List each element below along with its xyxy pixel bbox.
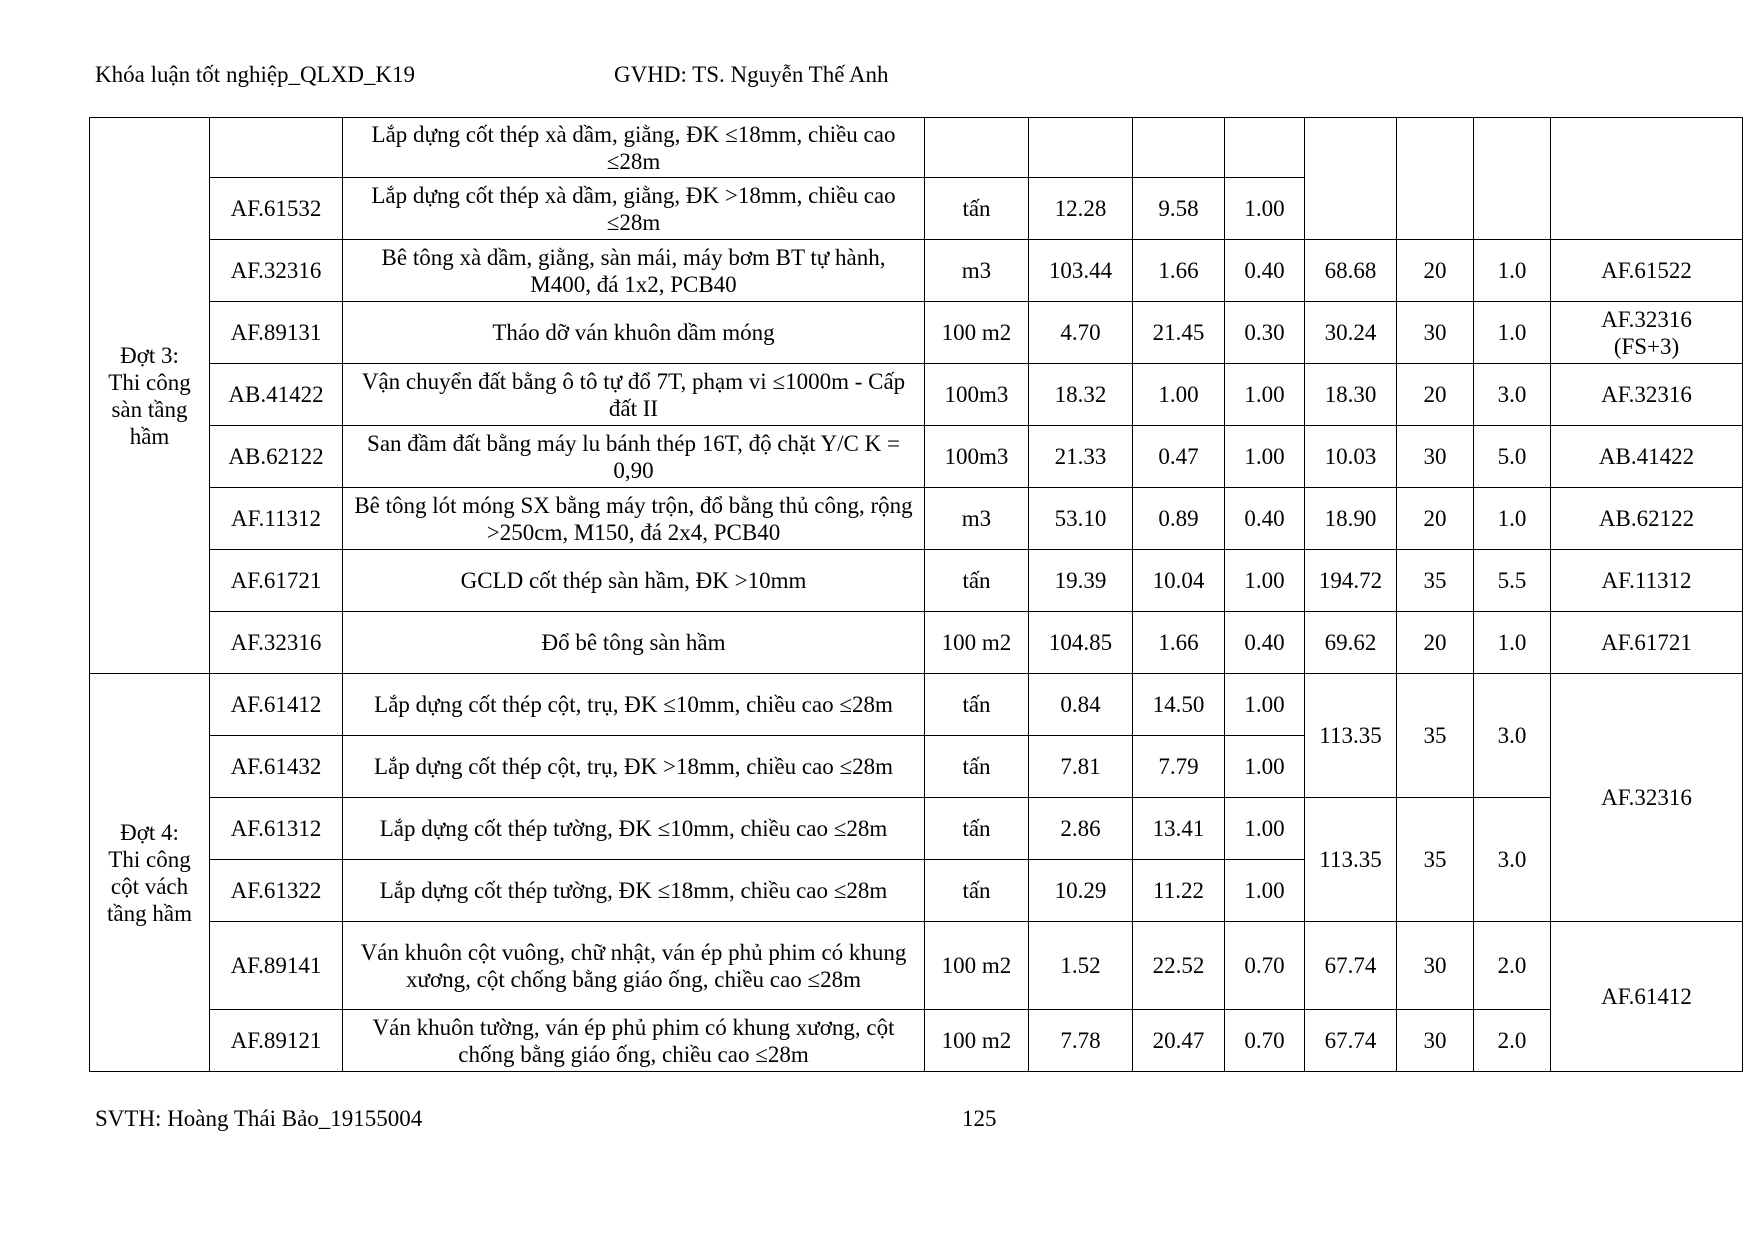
norm-cell xyxy=(1133,118,1225,178)
header-right: GVHD: TS. Nguyễn Thế Anh xyxy=(614,62,889,87)
norm-cell: 1.00 xyxy=(1133,364,1225,426)
unit-cell: 100 m2 xyxy=(925,302,1029,364)
table-row xyxy=(90,922,1743,1010)
qty-cell: 1.52 xyxy=(1029,922,1133,1010)
group-cell-dot3: Đợt 3: Thi công sàn tầng hầm xyxy=(90,118,210,674)
total-cell: 30.24 xyxy=(1305,302,1397,364)
qty-cell: 103.44 xyxy=(1029,240,1133,302)
days-cell: 3.0 xyxy=(1474,798,1551,922)
workers-cell: 35 xyxy=(1397,550,1474,612)
workers-cell: 30 xyxy=(1397,1010,1474,1072)
workers-cell: 30 xyxy=(1397,426,1474,488)
code-cell: AF.11312 xyxy=(210,488,343,550)
workers-cell: 30 xyxy=(1397,922,1474,1010)
unit-cell: tấn xyxy=(925,860,1029,922)
desc-cell: San đầm đất bằng máy lu bánh thép 16T, độ chặt Y/C K = 0,90 xyxy=(343,426,925,488)
norm-cell: 14.50 xyxy=(1133,674,1225,736)
qty-cell: 12.28 xyxy=(1029,178,1133,240)
code-cell: AF.89131 xyxy=(210,302,343,364)
desc-cell: Lắp dựng cốt thép tường, ĐK ≤18mm, chiều cao ≤28m xyxy=(343,860,925,922)
table-row xyxy=(90,302,1743,364)
total-cell: 113.35 xyxy=(1305,798,1397,922)
norm-cell: 1.66 xyxy=(1133,240,1225,302)
table-row xyxy=(90,550,1743,612)
unit-cell: tấn xyxy=(925,550,1029,612)
code-cell: AF.89141 xyxy=(210,922,343,1010)
table-row xyxy=(90,426,1743,488)
unit-cell: 100 m2 xyxy=(925,612,1029,674)
total-cell: 69.62 xyxy=(1305,612,1397,674)
days-cell xyxy=(1474,118,1551,240)
total-cell: 67.74 xyxy=(1305,1010,1397,1072)
table-row xyxy=(90,1010,1743,1072)
norm-cell: 22.52 xyxy=(1133,922,1225,1010)
workers-cell: 30 xyxy=(1397,302,1474,364)
table-row xyxy=(90,240,1743,302)
unit-cell: tấn xyxy=(925,798,1029,860)
norm-cell: 1.66 xyxy=(1133,612,1225,674)
code-cell: AF.61532 xyxy=(210,178,343,240)
days-cell: 3.0 xyxy=(1474,364,1551,426)
coef-cell: 1.00 xyxy=(1225,426,1305,488)
workers-cell: 20 xyxy=(1397,364,1474,426)
unit-cell: m3 xyxy=(925,488,1029,550)
code-cell: AF.61432 xyxy=(210,736,343,798)
norm-cell: 13.41 xyxy=(1133,798,1225,860)
coef-cell: 1.00 xyxy=(1225,550,1305,612)
qty-cell: 4.70 xyxy=(1029,302,1133,364)
unit-cell xyxy=(925,118,1029,178)
days-cell: 1.0 xyxy=(1474,240,1551,302)
total-cell: 68.68 xyxy=(1305,240,1397,302)
desc-cell: Lắp dựng cốt thép xà dầm, giằng, ĐK >18mm, chiều cao ≤28m xyxy=(343,178,925,240)
workers-cell: 35 xyxy=(1397,798,1474,922)
days-cell: 1.0 xyxy=(1474,302,1551,364)
coef-cell: 0.70 xyxy=(1225,922,1305,1010)
code-cell: AB.41422 xyxy=(210,364,343,426)
unit-cell: 100 m2 xyxy=(925,922,1029,1010)
total-cell xyxy=(1305,118,1397,240)
unit-cell: 100m3 xyxy=(925,426,1029,488)
desc-cell: Bê tông lót móng SX bằng máy trộn, đổ bằng thủ công, rộng >250cm, M150, đá 2x4, PCB40 xyxy=(343,488,925,550)
qty-cell: 7.81 xyxy=(1029,736,1133,798)
qty-cell xyxy=(1029,118,1133,178)
total-cell: 18.30 xyxy=(1305,364,1397,426)
desc-cell: GCLD cốt thép sàn hầm, ĐK >10mm xyxy=(343,550,925,612)
coef-cell: 1.00 xyxy=(1225,178,1305,240)
code-cell: AF.61312 xyxy=(210,798,343,860)
pred-cell: AF.32316 (FS+3) xyxy=(1551,302,1743,364)
qty-cell: 104.85 xyxy=(1029,612,1133,674)
code-cell: AF.61721 xyxy=(210,550,343,612)
norm-cell: 20.47 xyxy=(1133,1010,1225,1072)
total-cell: 18.90 xyxy=(1305,488,1397,550)
pred-cell: AF.32316 xyxy=(1551,364,1743,426)
unit-cell: tấn xyxy=(925,736,1029,798)
pred-cell: AF.11312 xyxy=(1551,550,1743,612)
unit-cell: 100m3 xyxy=(925,364,1029,426)
desc-cell: Lắp dựng cốt thép cột, trụ, ĐK ≤10mm, chiều cao ≤28m xyxy=(343,674,925,736)
pred-cell: AB.41422 xyxy=(1551,426,1743,488)
qty-cell: 19.39 xyxy=(1029,550,1133,612)
desc-cell: Lắp dựng cốt thép tường, ĐK ≤10mm, chiều cao ≤28m xyxy=(343,798,925,860)
norm-cell: 9.58 xyxy=(1133,178,1225,240)
coef-cell: 1.00 xyxy=(1225,736,1305,798)
table-row xyxy=(90,118,1743,178)
coef-cell xyxy=(1225,118,1305,178)
desc-cell: Tháo dỡ ván khuôn dầm móng xyxy=(343,302,925,364)
norm-cell: 0.47 xyxy=(1133,426,1225,488)
coef-cell: 1.00 xyxy=(1225,674,1305,736)
pred-cell: AF.61721 xyxy=(1551,612,1743,674)
desc-cell: Vận chuyển đất bằng ô tô tự đổ 7T, phạm vi ≤1000m - Cấp đất II xyxy=(343,364,925,426)
coef-cell: 0.40 xyxy=(1225,612,1305,674)
norm-cell: 21.45 xyxy=(1133,302,1225,364)
days-cell: 5.0 xyxy=(1474,426,1551,488)
norm-cell: 10.04 xyxy=(1133,550,1225,612)
code-cell xyxy=(210,118,343,178)
table-row xyxy=(90,612,1743,674)
days-cell: 2.0 xyxy=(1474,1010,1551,1072)
days-cell: 2.0 xyxy=(1474,922,1551,1010)
pred-cell: AF.61412 xyxy=(1551,922,1743,1072)
workers-cell: 20 xyxy=(1397,488,1474,550)
pred-cell xyxy=(1551,118,1743,240)
desc-cell: Lắp dựng cốt thép xà dầm, giằng, ĐK ≤18mm, chiều cao ≤28m xyxy=(343,118,925,178)
code-cell: AF.32316 xyxy=(210,612,343,674)
desc-cell: Đổ bê tông sàn hầm xyxy=(343,612,925,674)
code-cell: AF.89121 xyxy=(210,1010,343,1072)
desc-cell: Bê tông xà dầm, giằng, sàn mái, máy bơm BT tự hành, M400, đá 1x2, PCB40 xyxy=(343,240,925,302)
norm-cell: 0.89 xyxy=(1133,488,1225,550)
workers-cell: 20 xyxy=(1397,240,1474,302)
table-row xyxy=(90,488,1743,550)
workers-cell xyxy=(1397,118,1474,240)
schedule-table xyxy=(89,117,1743,1072)
code-cell: AF.61322 xyxy=(210,860,343,922)
total-cell: 194.72 xyxy=(1305,550,1397,612)
code-cell: AB.62122 xyxy=(210,426,343,488)
coef-cell: 1.00 xyxy=(1225,860,1305,922)
coef-cell: 0.70 xyxy=(1225,1010,1305,1072)
coef-cell: 0.30 xyxy=(1225,302,1305,364)
desc-cell: Lắp dựng cốt thép cột, trụ, ĐK >18mm, chiều cao ≤28m xyxy=(343,736,925,798)
table-row xyxy=(90,674,1743,736)
code-cell: AF.61412 xyxy=(210,674,343,736)
norm-cell: 11.22 xyxy=(1133,860,1225,922)
code-cell: AF.32316 xyxy=(210,240,343,302)
qty-cell: 0.84 xyxy=(1029,674,1133,736)
desc-cell: Ván khuôn cột vuông, chữ nhật, ván ép phủ phim có khung xương, cột chống bằng giáo ống, chiều cao ≤28m xyxy=(343,922,925,1010)
unit-cell: tấn xyxy=(925,178,1029,240)
coef-cell: 1.00 xyxy=(1225,798,1305,860)
qty-cell: 7.78 xyxy=(1029,1010,1133,1072)
unit-cell: m3 xyxy=(925,240,1029,302)
coef-cell: 0.40 xyxy=(1225,240,1305,302)
norm-cell: 7.79 xyxy=(1133,736,1225,798)
total-cell: 10.03 xyxy=(1305,426,1397,488)
desc-cell: Ván khuôn tường, ván ép phủ phim có khung xương, cột chống bằng giáo ống, chiều cao ≤28m xyxy=(343,1010,925,1072)
qty-cell: 10.29 xyxy=(1029,860,1133,922)
page-number: 125 xyxy=(962,1106,997,1131)
total-cell: 67.74 xyxy=(1305,922,1397,1010)
workers-cell: 20 xyxy=(1397,612,1474,674)
group-cell-dot4: Đợt 4: Thi công cột vách tầng hầm xyxy=(90,674,210,1072)
pred-cell: AF.61522 xyxy=(1551,240,1743,302)
days-cell: 3.0 xyxy=(1474,674,1551,798)
footer-left: SVTH: Hoàng Thái Bảo_19155004 xyxy=(95,1106,423,1131)
table-row xyxy=(90,364,1743,426)
header-left: Khóa luận tốt nghiệp_QLXD_K19 xyxy=(95,62,416,87)
days-cell: 1.0 xyxy=(1474,612,1551,674)
unit-cell: 100 m2 xyxy=(925,1010,1029,1072)
unit-cell: tấn xyxy=(925,674,1029,736)
qty-cell: 21.33 xyxy=(1029,426,1133,488)
total-cell: 113.35 xyxy=(1305,674,1397,798)
pred-cell: AF.32316 xyxy=(1551,674,1743,922)
workers-cell: 35 xyxy=(1397,674,1474,798)
qty-cell: 18.32 xyxy=(1029,364,1133,426)
coef-cell: 0.40 xyxy=(1225,488,1305,550)
table-row xyxy=(90,798,1743,860)
coef-cell: 1.00 xyxy=(1225,364,1305,426)
pred-cell: AB.62122 xyxy=(1551,488,1743,550)
qty-cell: 2.86 xyxy=(1029,798,1133,860)
days-cell: 1.0 xyxy=(1474,488,1551,550)
qty-cell: 53.10 xyxy=(1029,488,1133,550)
days-cell: 5.5 xyxy=(1474,550,1551,612)
